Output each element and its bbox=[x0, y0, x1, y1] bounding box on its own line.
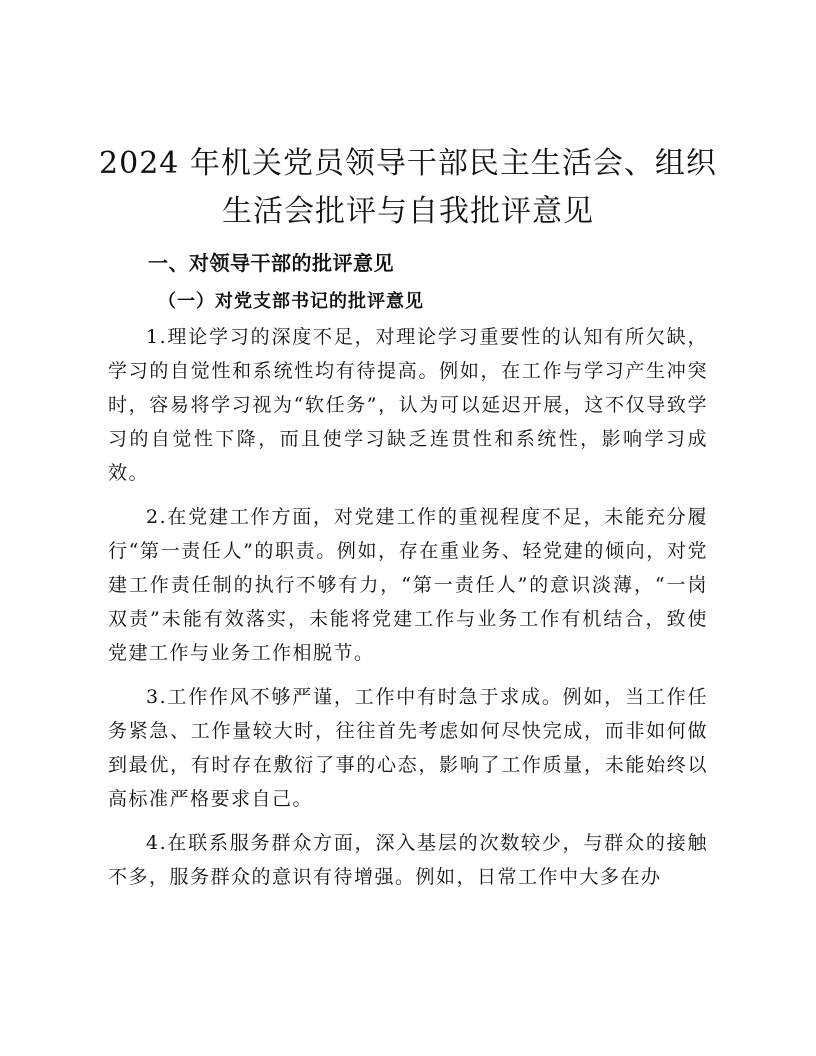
document-title: 2024 年机关党员领导干部民主生活会、组织生活会批评与自我批评意见 bbox=[99, 146, 717, 229]
section-heading: 一、对领导干部的批评意见 bbox=[148, 251, 394, 275]
paragraph-1: 1.理论学习的深度不足，对理论学习重要性的认知有所欠缺，学习的自觉性和系统性均有待提高。例如，在工作与学习产生冲突时，容易将学习视为“软任务”，认为可以延迟开展，这不仅导致学习的自觉性下降，而且使学习缺乏连贯性和系统性，影响学习成效。 bbox=[108, 326, 708, 484]
paragraph-4: 4.在联系服务群众方面，深入基层的次数较少，与群众的接触不多，服务群众的意识有待增强。例如，日常工作中大多在办 bbox=[108, 832, 708, 888]
paragraph-2: 2.在党建工作方面，对党建工作的重视程度不足，未能充分履行“第一责任人”的职责。例如，存在重业务、轻党建的倾向，对党建工作责任制的执行不够有力，“第一责任人”的意识淡薄，“一岗双责”未能有效落实，未能将党建工作与业务工作有机结合，致使党建工作与业务工作相脱节。 bbox=[108, 506, 708, 664]
paragraph-3: 3.工作作风不够严谨，工作中有时急于求成。例如，当工作任务紧急、工作量较大时，往往首先考虑如何尽快完成，而非如何做到最优，有时存在敷衍了事的心态，影响了工作质量，未能始终以高标准严格要求自己。 bbox=[108, 686, 708, 810]
body-text bbox=[108, 320, 708, 904]
subsection-heading: （一）对党支部书记的批评意见 bbox=[158, 291, 424, 312]
